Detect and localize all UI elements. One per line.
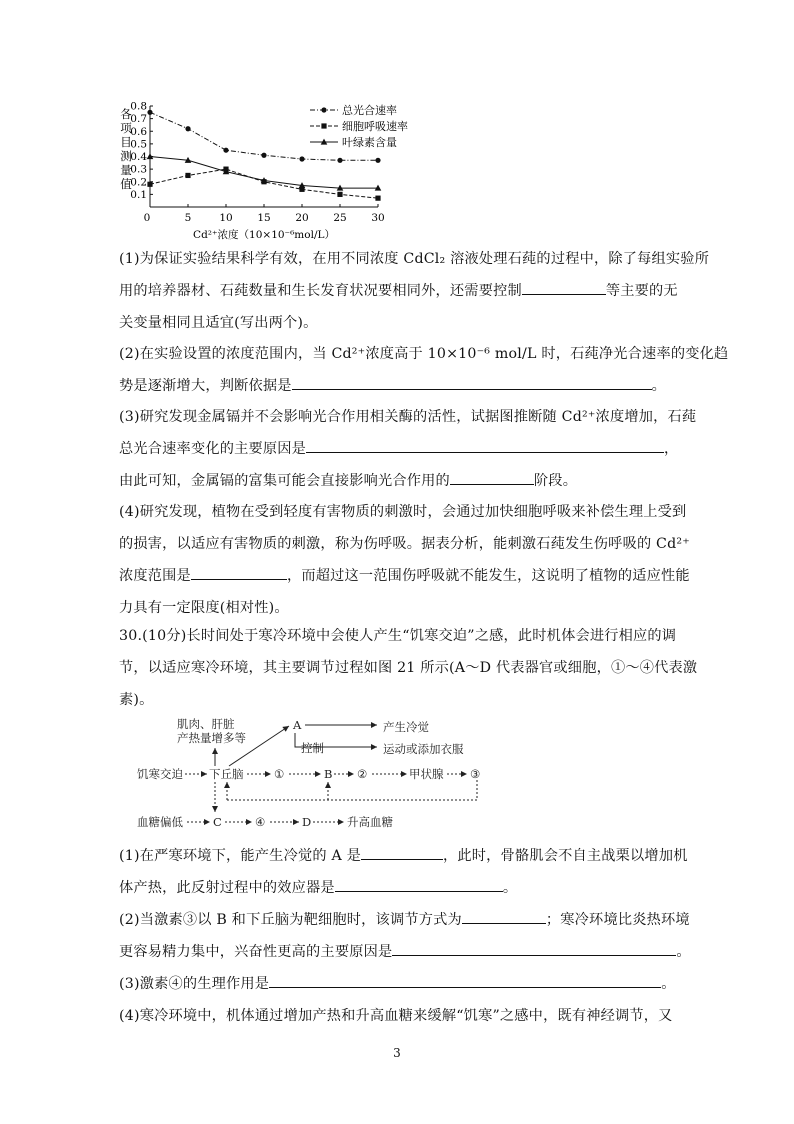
s3-text-b: 。 xyxy=(661,976,676,992)
x-tick-label: 20 xyxy=(295,212,309,224)
legend-swatch-marker xyxy=(321,123,326,128)
q1-answer-blank[interactable] xyxy=(522,280,606,295)
q3-line2 xyxy=(119,433,679,465)
x-tick-label: 15 xyxy=(257,212,271,224)
legend-label: 细胞呼吸速率 xyxy=(342,120,408,133)
control-label: 控制 xyxy=(301,741,324,755)
page-number: 3 xyxy=(393,1046,401,1060)
q1-line2 xyxy=(119,275,679,307)
q3-answer-blank-2[interactable] xyxy=(450,470,534,485)
q4-text-a: 浓度范围是 xyxy=(119,568,191,584)
s1-text-b: ，此时，骨骼肌会不自主战栗以增加机 xyxy=(443,848,688,864)
cd-concentration-chart xyxy=(112,96,442,241)
y-tick-label: 0.1 xyxy=(130,188,147,201)
s2-answer-blank-2[interactable] xyxy=(392,941,676,956)
hormone-2-label: ② xyxy=(357,767,368,781)
s1-text-a: (1)在严寒环境下，能产生冷觉的 A 是 xyxy=(119,848,361,864)
y-tick-label: 0.6 xyxy=(130,125,147,138)
q2-answer-blank[interactable] xyxy=(292,375,652,390)
s2-line2 xyxy=(119,936,691,968)
s1-answer-blank-2[interactable] xyxy=(335,877,503,892)
cold-sensation-label: 产生冷觉 xyxy=(383,720,429,734)
data-point-series-2 xyxy=(375,196,380,201)
node-a: A xyxy=(293,718,302,732)
data-point-series-2 xyxy=(337,192,342,197)
y-axis-label-char: 项 xyxy=(120,121,132,135)
s1-line2 xyxy=(119,872,679,904)
x-tick-label: 0 xyxy=(143,212,151,224)
action-label: 运动或添加衣服 xyxy=(383,742,464,756)
y-axis-label-char: 值 xyxy=(120,177,132,191)
q1-text-b: 等主要的无 xyxy=(605,283,678,299)
low-blood-sugar-label: 血糖偏低 xyxy=(137,815,183,829)
q2-text-a: 势是逐渐增大，判断依据是 xyxy=(119,378,292,394)
hunger-cold-label: 饥寒交迫 xyxy=(137,767,183,781)
q3-line1: (3)研究发现金属镉并不会影响光合作用相关酶的活性，试据图推断随 Cd²⁺浓度增加，石莼 xyxy=(119,409,697,425)
x-tick-label: 25 xyxy=(333,212,347,224)
s2-answer-blank-1[interactable] xyxy=(462,909,546,924)
node-b: B xyxy=(324,767,333,781)
chart-legend xyxy=(310,103,408,149)
data-point-series-1 xyxy=(375,158,380,163)
s1-line1 xyxy=(119,840,688,872)
hormone-3-label: ③ xyxy=(470,767,481,781)
x-tick-label: 30 xyxy=(371,212,385,224)
s1-text-d: 。 xyxy=(502,880,518,896)
s4-line: (4)寒冷环境中，机体通过增加产热和升高血糖来缓解“饥寒”之感中，既有神经调节，又 xyxy=(119,1008,673,1024)
s2-text-a: (2)当激素③以 B 和下丘脑为靶细胞时，该调节方式为 xyxy=(119,912,462,928)
y-tick-label: 0.4 xyxy=(130,151,147,163)
s3-text-a: (3)激素④的生理作用是 xyxy=(119,976,270,992)
y-tick-label: 0.7 xyxy=(130,113,147,126)
s2-text-b: ；寒冷环境比炎热环境 xyxy=(545,912,690,928)
node-c: C xyxy=(213,815,222,829)
data-point-series-1 xyxy=(299,156,304,161)
q30-line2: 节，以适应寒冷环境，其主要调节过程如图 21 所示(A～D 代表器官或细胞，①～④代表激 xyxy=(119,660,698,676)
x-axis-label: Cd²⁺浓度（10×10⁻⁶mol/L） xyxy=(193,229,335,241)
q4-line3 xyxy=(119,560,690,592)
y-axis-label-char: 量 xyxy=(120,163,132,177)
y-axis-label-char: 目 xyxy=(120,135,132,149)
q2-text-b: 。 xyxy=(651,378,667,394)
q3-text-d: 阶段。 xyxy=(533,473,578,489)
q4-answer-blank[interactable] xyxy=(191,565,287,580)
q4-text-b: ，而超过这一范围伤呼吸就不能发生，这说明了植物的适应性能 xyxy=(286,568,690,584)
legend-label: 总光合速率 xyxy=(342,104,397,117)
y-tick-label: 0.5 xyxy=(130,138,147,151)
data-point-series-1 xyxy=(147,110,152,115)
feedback-line xyxy=(227,780,477,800)
q30-line1: 30.(10分)长时间处于寒冷环境中会使人产生“饥寒交迫”之感，此时机体会进行相应的调 xyxy=(119,628,677,644)
s2-line1 xyxy=(119,904,690,936)
s3-line xyxy=(119,968,679,1000)
q1-text-a: 用的培养器材、石莼数量和生长发育状况要相同外，还需要控制 xyxy=(119,283,522,299)
s3-answer-blank[interactable] xyxy=(269,973,661,988)
regulation-diagram xyxy=(135,712,515,840)
y-tick-label: 0.2 xyxy=(130,176,147,189)
legend-label: 叶绿素含量 xyxy=(342,136,397,149)
s2-text-d: 。 xyxy=(676,944,691,960)
y-tick-label: 0.8 xyxy=(130,100,147,113)
data-point-series-1 xyxy=(223,148,228,153)
muscle-liver-label: 肌肉、肝脏 xyxy=(177,717,235,731)
data-point-series-2 xyxy=(185,173,190,178)
q4-line4: 力具有一定限度(相对性)。 xyxy=(119,600,289,616)
q3-line3 xyxy=(119,465,679,497)
q1-line3: 关变量相同且适宜(写出两个)。 xyxy=(119,315,318,331)
q2-line1: (2)在实验设置的浓度范围内，当 Cd²⁺浓度高于 10×10⁻⁶ mol/L 时，石莼净光合速率的变化趋 xyxy=(119,346,729,362)
heat-production-label: 产热量增多等 xyxy=(177,731,246,745)
y-axis-label-char: 测 xyxy=(120,149,132,163)
x-tick-label: 5 xyxy=(184,212,192,224)
hormone-1-label: ① xyxy=(274,767,285,781)
q3-text-b: ， xyxy=(664,441,679,457)
q3-text-a: 总光合速率变化的主要原因是 xyxy=(119,441,307,457)
y-axis-label-char: 各 xyxy=(120,107,132,121)
q3-text-c: 由此可知，金属镉的富集可能会直接影响光合作用的 xyxy=(119,473,450,489)
q1-line1: (1)为保证实验结果科学有效，在用不同浓度 CdCl₂ 溶液处理石莼的过程中，除了每组实验所 xyxy=(119,251,710,267)
x-tick-label: 10 xyxy=(219,212,233,224)
data-point-series-1 xyxy=(337,158,342,163)
q3-answer-blank-1[interactable] xyxy=(306,438,664,453)
data-point-series-1 xyxy=(185,126,190,131)
thyroid-label: 甲状腺 xyxy=(409,767,444,781)
y-tick-label: 0.3 xyxy=(130,163,147,176)
data-point-series-2 xyxy=(147,182,152,187)
node-d: D xyxy=(302,815,312,829)
hypothalamus-label: 下丘脑 xyxy=(209,767,244,781)
q2-line2 xyxy=(119,370,679,402)
data-point-series-1 xyxy=(261,153,266,158)
hormone-4-label: ④ xyxy=(255,815,266,829)
legend-swatch-marker xyxy=(321,107,326,112)
s1-answer-blank-1[interactable] xyxy=(361,845,443,860)
q4-line1: (4)研究发现，植物在受到轻度有害物质的刺激时，会通过加快细胞呼吸来补偿生理上受到 xyxy=(119,504,687,520)
q30-line3: 素)。 xyxy=(119,692,154,708)
s2-text-c: 更容易精力集中，兴奋性更高的主要原因是 xyxy=(119,944,393,960)
raise-blood-sugar-label: 升高血糖 xyxy=(347,815,393,829)
q4-line2: 的损害，以适应有害物质的刺激，称为伤呼吸。据表分析，能刺激石莼发生伤呼吸的 Cd²⁺ xyxy=(119,536,690,552)
s1-text-c: 体产热，此反射过程中的效应器是 xyxy=(119,880,335,896)
